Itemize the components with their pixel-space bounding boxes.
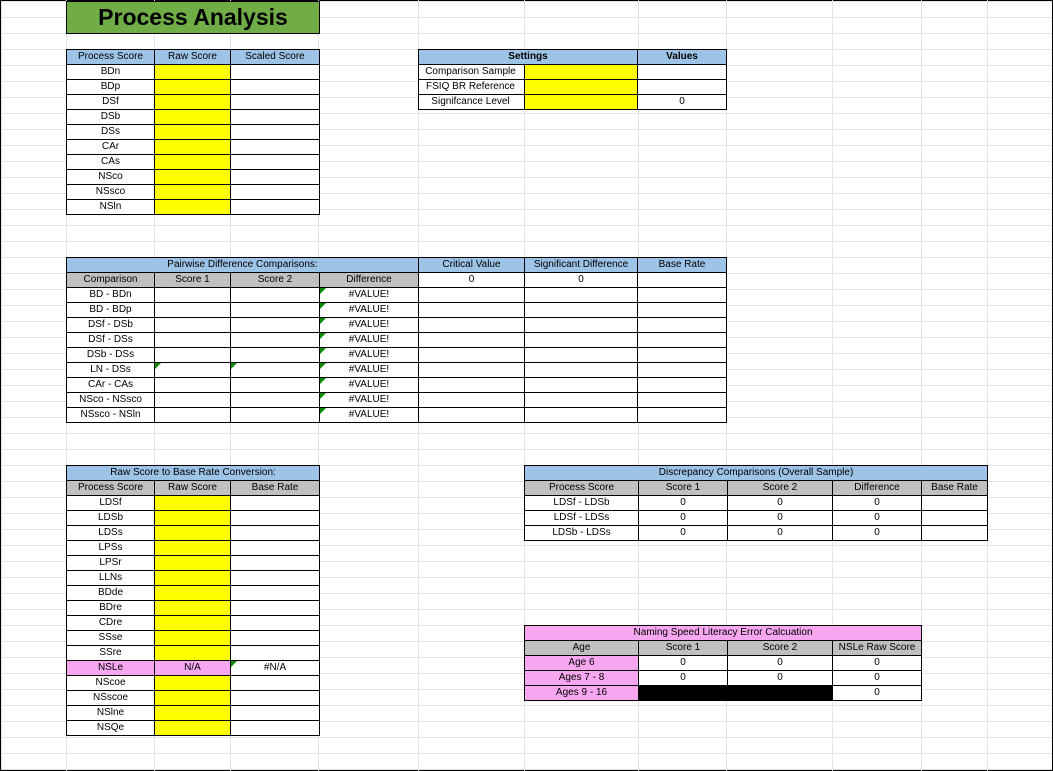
base-rate-cell[interactable] — [638, 363, 727, 378]
base-rate-cell[interactable] — [922, 511, 988, 526]
score-1-cell[interactable] — [155, 393, 231, 408]
age-label: Ages 9 - 16 — [525, 686, 639, 701]
raw-score-input[interactable] — [155, 511, 231, 526]
table-row — [67, 393, 727, 408]
raw-score-input[interactable] — [155, 631, 231, 646]
score-2-cell[interactable] — [231, 363, 320, 378]
raw-score-input[interactable] — [155, 676, 231, 691]
score-2-cell[interactable]: 0 — [728, 656, 833, 671]
raw-score-input[interactable] — [155, 140, 231, 155]
table-row — [525, 496, 988, 511]
table-row — [67, 95, 320, 110]
table-row — [67, 631, 320, 646]
scaled-score-cell[interactable] — [231, 95, 320, 110]
process-score-label: BDre — [67, 601, 155, 616]
difference-cell[interactable]: #VALUE! — [320, 393, 419, 408]
process-score-label: NSLe — [67, 661, 155, 676]
base-rate-cell[interactable] — [638, 348, 727, 363]
raw-score-input[interactable] — [155, 721, 231, 736]
scaled-score-cell[interactable] — [231, 200, 320, 215]
process-score-label: CDre — [67, 616, 155, 631]
process-score-label: BDn — [67, 65, 155, 80]
nsle-raw-cell[interactable]: 0 — [833, 671, 922, 686]
process-score-label: LPSr — [67, 556, 155, 571]
score-2-cell[interactable]: 0 — [728, 526, 833, 541]
header-settings: Settings — [419, 50, 638, 65]
scaled-score-cell[interactable] — [231, 185, 320, 200]
process-score-label: NSQe — [67, 721, 155, 736]
process-score-label: LPSs — [67, 541, 155, 556]
significant-difference-cell[interactable] — [525, 378, 638, 393]
raw-score-input[interactable] — [155, 125, 231, 140]
process-score-label: LDSs — [67, 526, 155, 541]
raw-score-input[interactable] — [155, 200, 231, 215]
process-score-label: DSb — [67, 110, 155, 125]
process-score-label: LDSf — [67, 496, 155, 511]
raw-score-input[interactable] — [155, 586, 231, 601]
critical-value-cell[interactable]: 0 — [419, 273, 525, 288]
difference-cell[interactable]: 0 — [833, 526, 922, 541]
score-1-cell[interactable]: 0 — [639, 511, 728, 526]
score-1-cell[interactable] — [155, 318, 231, 333]
process-score-label: NSlne — [67, 706, 155, 721]
table-row — [67, 601, 320, 616]
score-2-cell[interactable] — [231, 303, 320, 318]
header-base-rate: Base Rate — [638, 258, 727, 273]
table-row — [67, 185, 320, 200]
process-score-label: SSre — [67, 646, 155, 661]
table-row — [67, 80, 320, 95]
base-rate-cell[interactable] — [231, 601, 320, 616]
significant-difference-cell[interactable] — [525, 303, 638, 318]
difference-cell[interactable]: #VALUE! — [320, 333, 419, 348]
significant-difference-cell[interactable]: 0 — [525, 273, 638, 288]
score-2-cell[interactable]: 0 — [728, 671, 833, 686]
critical-value-cell[interactable] — [419, 393, 525, 408]
raw-score-input[interactable] — [155, 95, 231, 110]
raw-score-input[interactable] — [155, 601, 231, 616]
significant-difference-cell[interactable] — [525, 393, 638, 408]
score-2-cell[interactable] — [231, 333, 320, 348]
setting-value[interactable] — [638, 65, 727, 80]
significant-difference-cell[interactable] — [525, 348, 638, 363]
comparison-label: BD - BDn — [67, 288, 155, 303]
table-row — [525, 526, 988, 541]
difference-cell[interactable]: 0 — [833, 511, 922, 526]
difference-cell[interactable]: #VALUE! — [320, 378, 419, 393]
significant-difference-cell[interactable] — [525, 288, 638, 303]
table-row — [67, 363, 727, 378]
header-difference: Difference — [833, 481, 922, 496]
table-row — [67, 65, 320, 80]
header-process-score: Process Score — [67, 481, 155, 496]
score-1-cell[interactable] — [155, 303, 231, 318]
process-score-label: DSf — [67, 95, 155, 110]
header-base-rate: Base Rate — [922, 481, 988, 496]
header-comparison: Comparison — [67, 273, 155, 288]
comparison-label: NSsco - NSln — [67, 408, 155, 423]
score-1-cell[interactable] — [155, 348, 231, 363]
base-rate-cell[interactable] — [922, 496, 988, 511]
difference-cell[interactable]: #VALUE! — [320, 348, 419, 363]
scaled-score-cell[interactable] — [231, 80, 320, 95]
base-rate-cell[interactable] — [231, 676, 320, 691]
table-row — [67, 288, 727, 303]
process-score-label: CAr — [67, 140, 155, 155]
header-age: Age — [525, 641, 639, 656]
table-row — [67, 691, 320, 706]
score-1-cell[interactable] — [155, 408, 231, 423]
score-1-cell[interactable]: 0 — [639, 496, 728, 511]
scaled-score-cell[interactable] — [231, 155, 320, 170]
table-row — [67, 706, 320, 721]
table-row — [525, 511, 988, 526]
critical-value-cell[interactable] — [419, 378, 525, 393]
header-score-2: Score 2 — [231, 273, 320, 288]
critical-value-cell[interactable] — [419, 333, 525, 348]
raw-score-input[interactable] — [155, 110, 231, 125]
process-score-label: LDSf - LDSb — [525, 496, 639, 511]
table-row — [67, 125, 320, 140]
process-score-label: LLNs — [67, 571, 155, 586]
table-row — [67, 140, 320, 155]
base-rate-conversion-title: Raw Score to Base Rate Conversion: — [67, 466, 320, 481]
process-score-label: SSse — [67, 631, 155, 646]
raw-score-input[interactable] — [155, 556, 231, 571]
raw-score-input[interactable] — [155, 185, 231, 200]
score-1-cell[interactable] — [155, 288, 231, 303]
process-score-label: NScoe — [67, 676, 155, 691]
significant-difference-cell[interactable] — [525, 363, 638, 378]
table-row — [67, 661, 320, 676]
base-rate-cell[interactable] — [231, 556, 320, 571]
difference-cell[interactable]: #VALUE! — [320, 303, 419, 318]
score-2-cell[interactable] — [231, 378, 320, 393]
score-2-cell[interactable] — [231, 408, 320, 423]
column-gridline — [987, 0, 988, 771]
raw-score-input[interactable] — [155, 65, 231, 80]
score-2-cell[interactable] — [231, 348, 320, 363]
score-1-cell[interactable] — [155, 333, 231, 348]
scaled-score-cell[interactable] — [231, 110, 320, 125]
process-score-label: LDSf - LDSs — [525, 511, 639, 526]
base-rate-cell[interactable] — [231, 526, 320, 541]
raw-score-input[interactable] — [155, 155, 231, 170]
comparison-label: LN - DSs — [67, 363, 155, 378]
comparison-label: NSco - NSsco — [67, 393, 155, 408]
scaled-score-cell[interactable] — [231, 65, 320, 80]
critical-value-cell[interactable] — [419, 318, 525, 333]
fsiq-br-reference-input[interactable] — [525, 80, 638, 95]
base-rate-cell[interactable] — [231, 616, 320, 631]
score-2-cell[interactable] — [728, 686, 833, 701]
header-raw-score: Raw Score — [155, 50, 231, 65]
header-scaled-score: Scaled Score — [231, 50, 320, 65]
table-row — [67, 348, 727, 363]
base-rate-cell[interactable] — [638, 393, 727, 408]
setting-label: Comparison Sample — [419, 65, 525, 80]
process-score-label: NSscoe — [67, 691, 155, 706]
table-row — [67, 721, 320, 736]
process-score-label: NSco — [67, 170, 155, 185]
scaled-score-cell[interactable] — [231, 170, 320, 185]
base-rate-cell[interactable] — [231, 691, 320, 706]
process-score-label: BDde — [67, 586, 155, 601]
process-score-label: BDp — [67, 80, 155, 95]
header-score-2: Score 2 — [728, 481, 833, 496]
difference-cell[interactable]: #VALUE! — [320, 408, 419, 423]
base-rate-cell[interactable] — [922, 526, 988, 541]
difference-cell[interactable]: #VALUE! — [320, 318, 419, 333]
table-row — [67, 333, 727, 348]
base-rate-cell[interactable] — [231, 541, 320, 556]
comparison-label: DSf - DSb — [67, 318, 155, 333]
table-row — [67, 200, 320, 215]
table-row — [67, 556, 320, 571]
header-values: Values — [638, 50, 727, 65]
raw-score-input[interactable] — [155, 571, 231, 586]
process-score-label: CAs — [67, 155, 155, 170]
base-rate-conversion-table — [66, 465, 320, 736]
score-2-cell[interactable] — [231, 288, 320, 303]
header-score-1: Score 1 — [155, 273, 231, 288]
header-critical-value: Critical Value — [419, 258, 525, 273]
setting-value[interactable]: 0 — [638, 95, 727, 110]
difference-cell[interactable]: 0 — [833, 496, 922, 511]
base-rate-cell[interactable] — [231, 646, 320, 661]
significant-difference-cell[interactable] — [525, 408, 638, 423]
table-row — [67, 155, 320, 170]
table-row — [67, 571, 320, 586]
base-rate-cell[interactable] — [231, 631, 320, 646]
base-rate-cell[interactable] — [638, 318, 727, 333]
critical-value-cell[interactable] — [419, 348, 525, 363]
table-row — [67, 676, 320, 691]
process-score-label: NSsco — [67, 185, 155, 200]
base-rate-cell[interactable] — [231, 571, 320, 586]
significant-difference-cell[interactable] — [525, 333, 638, 348]
base-rate-cell[interactable] — [231, 496, 320, 511]
setting-value[interactable] — [638, 80, 727, 95]
base-rate-cell[interactable]: #N/A — [231, 661, 320, 676]
score-2-cell[interactable] — [231, 393, 320, 408]
pairwise-table — [66, 257, 727, 423]
naming-speed-table — [524, 625, 922, 701]
setting-label: FSIQ BR Reference — [419, 80, 525, 95]
table-row — [67, 110, 320, 125]
raw-score-input[interactable]: N/A — [155, 661, 231, 676]
scaled-score-cell[interactable] — [231, 140, 320, 155]
settings-table — [418, 49, 727, 110]
discrepancy-table — [524, 465, 988, 541]
table-row — [67, 303, 727, 318]
critical-value-cell[interactable] — [419, 408, 525, 423]
header-difference: Difference — [320, 273, 419, 288]
table-row — [67, 318, 727, 333]
raw-score-input[interactable] — [155, 706, 231, 721]
score-1-cell[interactable]: 0 — [639, 671, 728, 686]
header-score-1: Score 1 — [639, 481, 728, 496]
process-score-label: DSs — [67, 125, 155, 140]
process-score-label: LDSb - LDSs — [525, 526, 639, 541]
setting-label: Signifcance Level — [419, 95, 525, 110]
score-1-cell[interactable] — [155, 363, 231, 378]
raw-score-input[interactable] — [155, 80, 231, 95]
score-2-cell[interactable]: 0 — [728, 496, 833, 511]
raw-score-input[interactable] — [155, 541, 231, 556]
base-rate-cell[interactable] — [638, 333, 727, 348]
comparison-label: BD - BDp — [67, 303, 155, 318]
raw-score-input[interactable] — [155, 170, 231, 185]
score-1-cell[interactable]: 0 — [639, 526, 728, 541]
raw-score-input[interactable] — [155, 496, 231, 511]
raw-score-input[interactable] — [155, 691, 231, 706]
base-rate-cell[interactable] — [638, 408, 727, 423]
raw-score-input[interactable] — [155, 616, 231, 631]
critical-value-cell[interactable] — [419, 363, 525, 378]
base-rate-cell[interactable] — [231, 511, 320, 526]
process-score-table — [66, 49, 320, 215]
score-1-cell[interactable]: 0 — [639, 656, 728, 671]
naming-speed-title: Naming Speed Literacy Error Calcuation — [525, 626, 922, 641]
table-row — [67, 526, 320, 541]
raw-score-input[interactable] — [155, 526, 231, 541]
base-rate-cell[interactable] — [638, 378, 727, 393]
scaled-score-cell[interactable] — [231, 125, 320, 140]
header-process-score: Process Score — [525, 481, 639, 496]
comparison-label: CAr - CAs — [67, 378, 155, 393]
critical-value-cell[interactable] — [419, 303, 525, 318]
base-rate-cell[interactable] — [638, 303, 727, 318]
table-row — [67, 408, 727, 423]
table-row — [67, 170, 320, 185]
base-rate-cell[interactable] — [231, 706, 320, 721]
comparison-sample-input[interactable] — [525, 65, 638, 80]
header-score-1: Score 1 — [639, 641, 728, 656]
header-nsle-raw-score: NSLe Raw Score — [833, 641, 922, 656]
critical-value-cell[interactable] — [419, 288, 525, 303]
age-label: Ages 7 - 8 — [525, 671, 639, 686]
pairwise-title: Pairwise Difference Comparisons: — [67, 258, 419, 273]
process-score-label: LDSb — [67, 511, 155, 526]
nsle-raw-cell[interactable]: 0 — [833, 686, 922, 701]
table-row — [67, 378, 727, 393]
header-base-rate: Base Rate — [231, 481, 320, 496]
table-row — [67, 541, 320, 556]
raw-score-input[interactable] — [155, 646, 231, 661]
nsle-raw-cell[interactable]: 0 — [833, 656, 922, 671]
comparison-label: DSb - DSs — [67, 348, 155, 363]
significance-level-input[interactable] — [525, 95, 638, 110]
sheet-title: Process Analysis — [66, 1, 320, 34]
table-row — [67, 511, 320, 526]
table-row — [67, 496, 320, 511]
base-rate-cell[interactable] — [638, 273, 727, 288]
table-row — [67, 616, 320, 631]
table-row — [67, 646, 320, 661]
score-2-cell[interactable] — [231, 318, 320, 333]
comparison-label: DSf - DSs — [67, 333, 155, 348]
base-rate-cell[interactable] — [231, 586, 320, 601]
process-score-label: NSln — [67, 200, 155, 215]
difference-cell[interactable]: #VALUE! — [320, 288, 419, 303]
header-process-score: Process Score — [67, 50, 155, 65]
score-1-cell[interactable] — [639, 686, 728, 701]
header-significant-difference: Significant Difference — [525, 258, 638, 273]
base-rate-cell[interactable] — [231, 721, 320, 736]
difference-cell[interactable]: #VALUE! — [320, 363, 419, 378]
score-1-cell[interactable] — [155, 378, 231, 393]
header-score-2: Score 2 — [728, 641, 833, 656]
base-rate-cell[interactable] — [638, 288, 727, 303]
table-row — [67, 586, 320, 601]
header-raw-score: Raw Score — [155, 481, 231, 496]
significant-difference-cell[interactable] — [525, 318, 638, 333]
score-2-cell[interactable]: 0 — [728, 511, 833, 526]
age-label: Age 6 — [525, 656, 639, 671]
discrepancy-title: Discrepancy Comparisons (Overall Sample) — [525, 466, 988, 481]
